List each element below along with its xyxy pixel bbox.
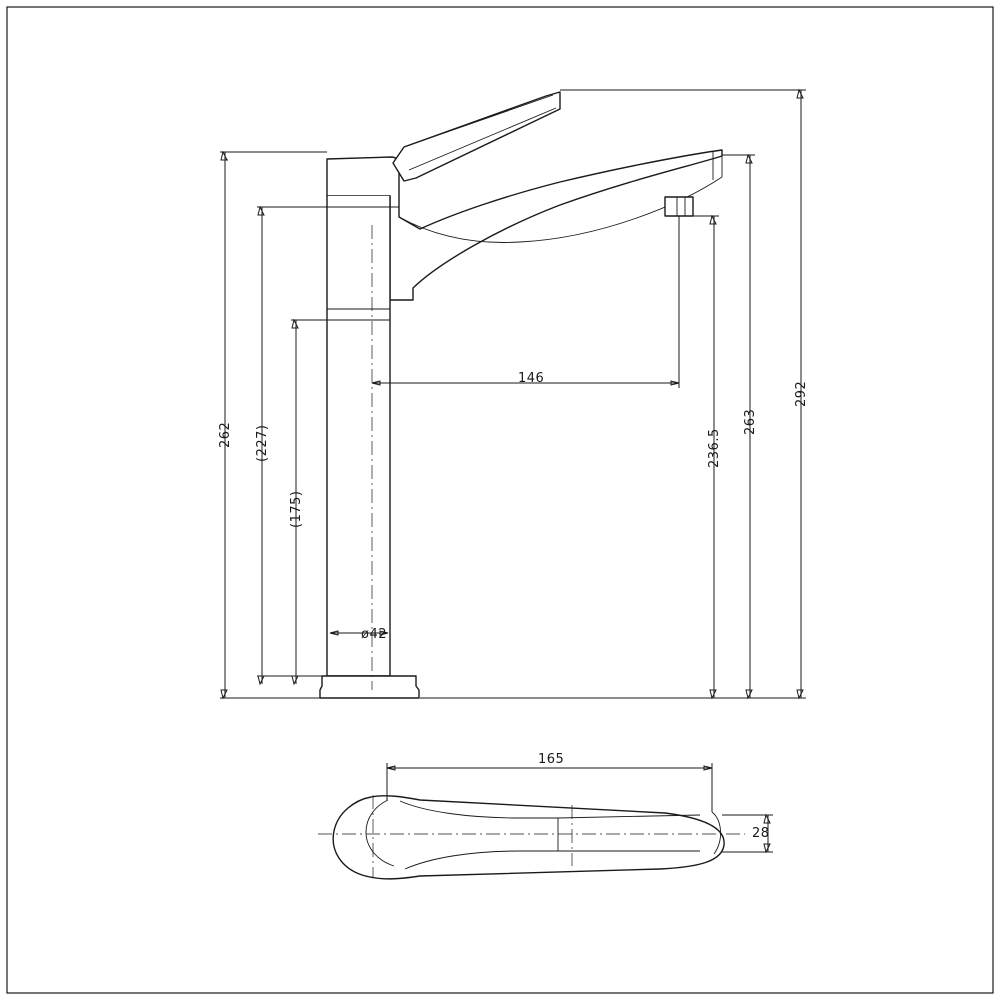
aerator-outlet [665,197,693,216]
top-plan-view [318,795,745,879]
column-body [327,196,390,676]
dimension-label-28: 28 [752,826,770,841]
dimension-label-146: 146 [518,371,545,386]
lever-handle [393,92,560,181]
dimension-label-262: 262 [218,421,233,448]
dimension-label-227: (227) [255,424,270,462]
dimension-label-236-5: 236.5 [707,428,722,468]
base-flange [320,676,419,698]
front-elevation-view [320,92,722,698]
plan-outline [333,796,724,879]
dimension-label-292: 292 [794,380,809,407]
dimension-label-165: 165 [538,752,565,767]
dimension-label-263: 263 [743,408,758,435]
dimension-label-175: (175) [289,490,304,528]
dimension-label-dia-42: ø42 [361,627,387,642]
